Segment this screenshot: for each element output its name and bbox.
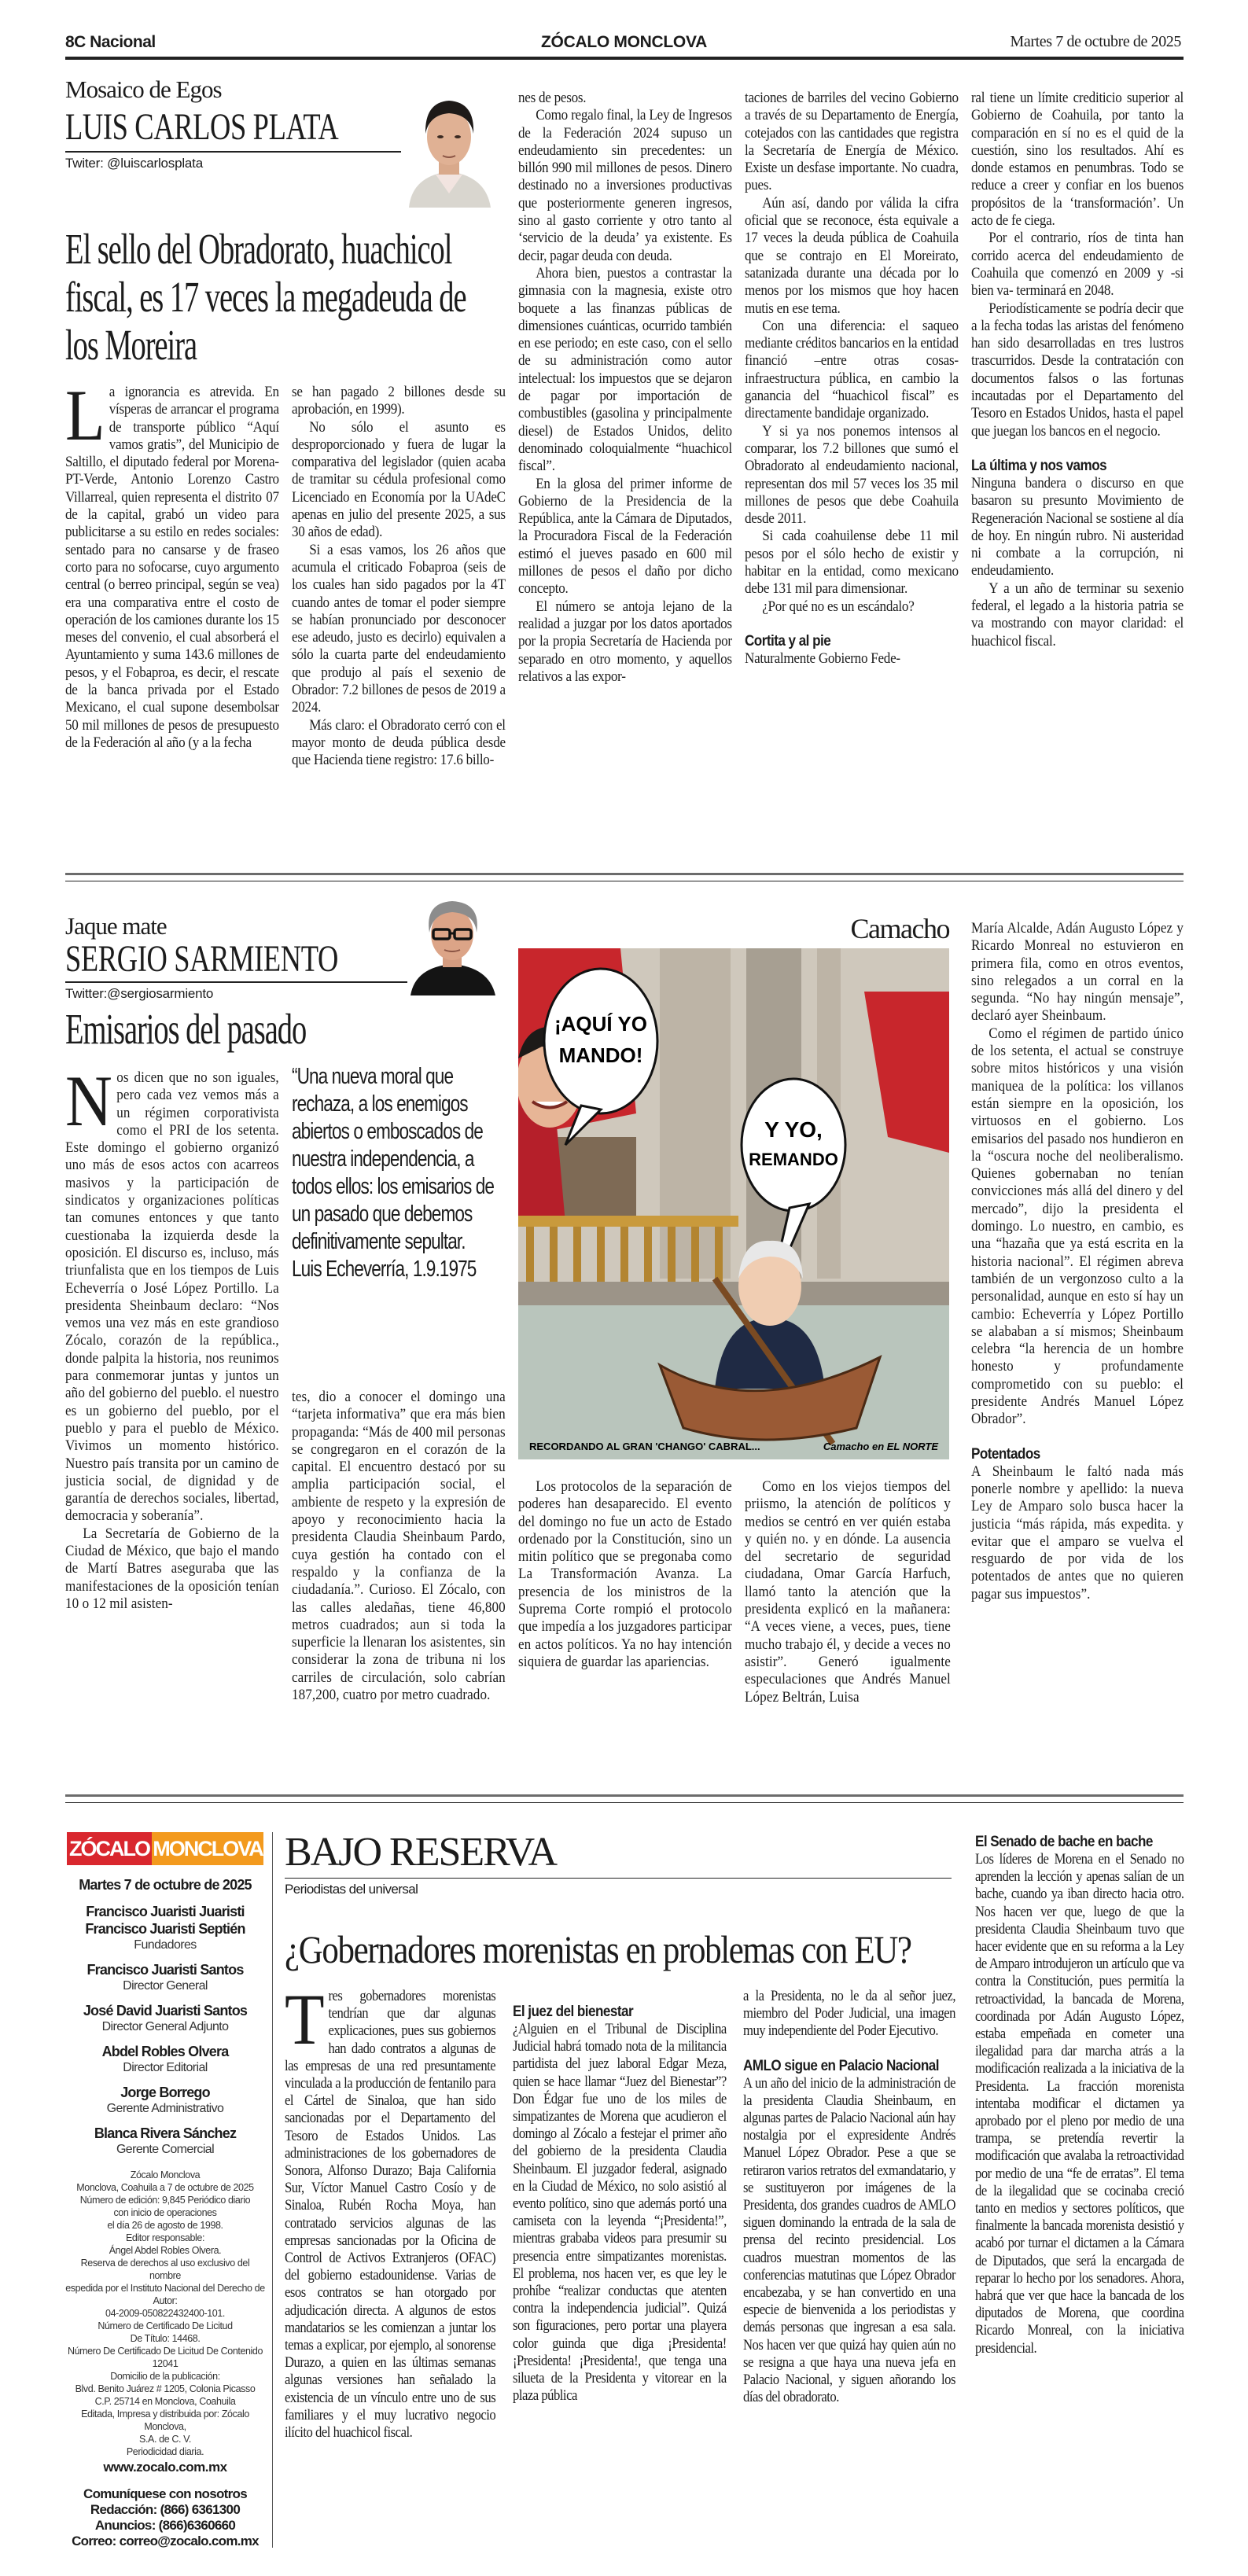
legal-info [65,2169,265,2458]
author-twitter: Twiter: @luiscarlosplata [65,156,203,171]
article-column-4 [745,1478,951,1706]
legal-line: 12041 [152,2358,179,2369]
logo-left: ZÓCALO [67,1832,152,1865]
article-column-5 [971,920,1184,1603]
paragraph: a la Presidenta, no le da al señor juez, miembro del Poder Judicial, una imagen muy independiente del Poder Ejecutivo. [743,1989,955,2040]
article-column-2 [513,2004,727,2405]
article-column-4 [975,1834,1184,2357]
paragraph: A Sheinbaum le faltó nada más ponerle nombre y apellido: la nueva Ley de Amparo solo busca hacer la justicia “más rápida, más expedita. y evitar que el amparo se vuelva el resguardo de por vida de los potentados de antes que no quieren pagar sus impuestos”. [971,1463,1184,1603]
paragraph: Con una diferencia: el saqueo mediante créditos bancarios en la entidad financió –entre otras cosas- infraestructura pública, en cambio la ganancia del “huachicol fiscal” es directamente bandidaje organizado. [745,317,959,422]
masthead-staff [65,1903,265,2158]
paragraph: se han pagado 2 billones desde su aprobación, en 1999). [292,384,506,418]
author-photo [407,895,497,995]
paragraph: Si cada coahuilense debe 11 mil pesos por el sólo hecho de existir y habitar en la entidad, como mexicano debe 131 mil para dimensionar. [745,528,959,598]
paragraph: Por el contrario, ríos de tinta han corrido acerca del endeudamiento de Coahuila que comenzó en 2009 y -si bien va- terminará en 2048. [971,230,1184,300]
subheading: AMLO sigue en Palacio Nacional [743,2057,939,2074]
article-column-3 [518,1478,732,1671]
website-link[interactable]: www.zocalo.com.mx [103,2460,227,2475]
paragraph: Ahora bien, puestos a contrastar la gimnasia con la magnesia, existe otro boquete a las finanzas públicas de dimensiones cuánticas, ocurrido también en ese periodo; en este caso, con el sello de su administración como autor intelectual: los impuestos que se dejaron de pagar por importación de combustibles (gasolina y principalmente diesel) de Estados Unidos, delito denominado coloquialmente “huachicol fiscal”. [518,264,732,475]
paragraph: Ninguna bandera o discurso en que basaron su presunto Movimiento de Regeneración Nacional se sostiene al día de hoy. En ningún rubro. Ni austeridad ni combate a la corrupción, ni endeudamiento. [971,474,1184,580]
legal-line: Número de Certificado De Licitud [98,2320,233,2331]
subheading: Cortita y al pie [745,632,831,650]
article-column-5 [971,90,1184,650]
staff-role: Fundadores [134,1938,197,1952]
speech-bubble-2 [742,1079,845,1211]
author-photo [401,88,497,208]
masthead [65,1876,265,2549]
paragraph: Como en los viejos tiempos del priismo, la atención de políticos y medios se centró en ver quién estaba y quién no. y en dónde. La ausencia del secretario de seguridad ciudadana, Omar García Harfuch, llamó tanto la atención que la presidenta explicó en la mañanera: “A veces viene, a veces, pues, tiene mucho trabajo él, y decide a veces no asistir”. Generó igualmente especulaciones que Andrés Manuel López Beltrán, Luisa [745,1478,951,1706]
paragraph: Tres gobernadores morenistas tendrían que dar algunas explicaciones, pues sus gobiernos han dado contratos a algunas de las empresas de una red presuntamente vinculada a la producción de fentanilo para el Cártel de Sinaloa, que han sido sancionadas por el Departamento del Tesoro de Estados Unidos. Las administraciones de los gobernadores de Sonora, Alfonso Durazo; Baja California Sur, Víctor Manuel Castro Cosío y de Sinaloa, Rubén Rocha Moya, han contratado servicios algunas de las empresas sancionadas por la Oficina de Control de Activos Extranjeros (OFAC) del gobierno estadounidense. Varias de esos contratos se han otorgado por adjudicación directa. A algunos de estos mandatarios se les comienzan a juntar los temas a explicar, por ejemplo, al sonorense Durazo, a quien en las últimas semanas algunas versiones han señalado la existencia de un vínculo entre uno de sus familiares y el muy lucrativo negocio ilícito del huachicol fiscal. [285,1979,496,2442]
legal-line: Editor responsable: [125,2232,205,2243]
article-headline: El sello del Obradorato, huachicol fiscal, es 17 veces la megadeuda de los Moreira [65,225,466,369]
paragraph: En la glosa del primer informe de Gobierno de la Presidencia de la República, ante la Cámara de Diputados, la Procuradora Fiscal de la Federación estimó el jueves pasado en 600 mil millones de pesos el daño por dicho concepto. [518,475,732,598]
article-headline: Emisarios del pasado [65,1005,307,1053]
legal-line: Domicilio de la publicación: [110,2371,220,2382]
legal-line: Zócalo Monclova [130,2169,201,2180]
paragraph: taciones de barriles del vecino Gobierno a través de su Departamento de Energía, cotejados con las cantidades que registra la Secretaría de Energía de México. Existe un desfase importante. No cuadra, pues. [745,90,959,194]
cartoon-balusters [526,1227,723,1282]
legal-line: Ángel Abdel Robles Olvera. [109,2245,222,2256]
staff-name: Francisco Juaristi Santos [87,1962,244,1978]
contact-heading: Comuníquese con nosotros [83,2486,247,2501]
paragraph: Si a esas vamos, los 26 años que acumula el criticado Fobaproa (seis de los cuales han sido pagados por la 4T cuando antes de tomar el poder siempre se habían pronunciado por desconocer ese adeudo, justo es decirlo) equivalen a sólo la cuarta parte del endeudamiento que produjo al país el sexenio de Obrador: 7.2 billones de pesos de 2019 a 2024. [292,541,506,716]
column-title: BAJO RESERVA [285,1830,557,1875]
contact-newsroom-phone: Redacción: (866) 6361300 [90,2502,241,2517]
staff-name: Abdel Robles Olvera [101,2044,229,2059]
legal-line: De Título: 14468. [130,2333,201,2344]
legal-line: Número de edición: 9,845 Periódico diario [79,2195,251,2206]
legal-line: S.A. de C. V. [139,2434,191,2445]
paragraph: Más claro: el Obradorato cerró con el mayor monto de deuda pública desde que Hacienda tiene registro: 17.6 billo- [292,716,506,769]
legal-line: espedida por el Instituto Nacional del Derecho de [65,2283,265,2294]
article-headline: ¿Gobernadores morenistas en problemas con EU? [285,1927,911,1971]
article-column-2 [292,1389,506,1704]
paragraph: Periodísticamente se podría decir que a la fecha todas las aristas del fenómeno han sido desarrolladas en tres lustros trascurridos. Desde la contratación con documentos falsos o las fortunas incautadas por el Departamento del Tesoro en Estados Unidos, hasta el papel que juegan los bancos en el negocio. [971,300,1184,440]
pull-quote-attribution: Luis Echeverría, 1.9.1975 [292,1257,477,1282]
pull-quote-text: “Una nueva moral que rechaza, a los enemigos abiertos o emboscados de nuestra independencia, a todos ellos: los emisarios de un pasado que debemos definitivamente sepultar. [292,1064,494,1254]
pull-quote [292,1063,498,1283]
speech-bubble-1 [544,969,657,1113]
paragraph: ral tiene un límite crediticio superior al Gobierno de Coahuila, por tanto la comparación en sí no es el quid de la cuestión, sino los resultados. Ahí es donde estamos en penumbras. Todo se reduce a creer y confiar en los buenos propósitos de la ‘transformación’. Un acto de fe ciega. [971,90,1184,230]
subheading: El juez del bienestar [513,2004,634,2020]
legal-line: 04-2009-050822432400-101. [105,2308,225,2319]
staff-role: Director General [123,1979,208,1993]
speech-bubble-2-line-2: REMANDO [749,1150,838,1169]
staff-name: Jorge Borrego [120,2085,210,2100]
author-name: LUIS CARLOS PLATA [65,106,339,148]
staff-name: Francisco Juaristi Septién [85,1921,245,1937]
editorial-cartoon [518,948,949,1459]
paragraph: La ignorancia es atrevida. En vísperas de arrancar el programa de transporte público “Aquí vamos gratis”, del Municipio de Saltillo, el diputado federal por Morena-PT-Verde, Antonio Lorenzo Castro Villarreal, quien representa el distrito 07 de la capital, grabó un video para publicitarse a su estilo en redes sociales: sentado para no cansarse y de fraseo corto para no sofocarse, cuyo argumento central (o berreo principal, según se vea) era una comparativa entre el costo de operación de los camiones durante los 15 meses del convenio, el cual absorberá el Ayuntamiento y suma 143.6 millones de pesos, y el Fobaproa, es decir, el rescate de la banca privada por el Estado Mexicano, el cual supone desembolsar 50 mil millones de pesos de presupuesto de la Federación al año (y a la fecha [65,375,279,751]
legal-line: C.P. 25714 en Monclova, Coahuila [94,2396,236,2407]
paragraph: Y si ya nos ponemos intensos al comparar, los 7.2 billones que sumó el Obradorato al endeudamiento nacional, representan dos mil 57 veces los 35 mil millones de pesos que debe Coahuila desde 2011. [745,422,959,528]
paragraph: María Alcalde, Adán Augusto López y Ricardo Monreal no estuvieron en primera fila, como en otros eventos, sino relegados a un corral en la segunda. “No hay ningún mensaje”, declaró ayer Sheinbaum. [971,920,1184,1025]
staff-role: Gerente Administrativo [106,2102,224,2115]
article-column-3 [518,90,732,686]
page-date: Martes 7 de octubre de 2025 [1010,33,1181,50]
author-name: SERGIO SARMIENTO [65,938,338,980]
legal-line: Monclova, Coahuila a 7 de octubre de 2025 [76,2182,254,2193]
paragraph: Aún así, dando por válida la cifra oficial que se reconoce, ésta equivale a 17 veces la deuda pública de Coahuila que se contrajo en El Moreirato, satanizada durante una década por lo menos por los mismos que hoy hacen mutis en ese tema. [745,194,959,317]
title-rule [285,1878,952,1879]
header-rule [65,57,1184,60]
author-twitter: Twitter:@sergiosarmiento [65,986,214,1001]
paragraph: Y a un año de terminar su sexenio federal, el legado a la historia patria se va mostrando con mayor claridad: el huachicol fiscal. [971,580,1184,650]
staff-name: Blanca Rivera Sánchez [94,2125,237,2141]
contact-ads-phone: Anuncios: (866)6360660 [94,2518,236,2533]
legal-line: Número De Certificado De Licitud De Contenido [67,2346,263,2357]
paragraph: La Secretaría de Gobierno de la Ciudad de México, que bajo el mando de Martí Batres aseguraba que las manifestaciones de la oposición tenían 10 o 12 mil asisten- [65,1525,279,1612]
paragraph: Como el régimen de partido único de los setenta, el actual se construye sobre mitos históricos y una visión maniquea de la política: los villanos están siempre en la oposición, los virtuosos en el gobierno. Los emisarios del pasado nos hundieron en la “oscura noche del neoliberalismo. Quienes gobernaban no tenían convicciones más allá del dinero y del mercado”, dijo la presidenta el domingo. Lo nuestro, en cambio, es una “hazaña que ya está escrita en la historia nacional”. El régimen abreva también de un vergonzoso culto a la personalidad, aunque en esto sí hay un cambio: Echeverría y López Portillo se alababan a sí mismos; Sheinbaum celebra “la herencia de un hombre honesto y profundamente comprometido con su pueblo: el presidente Andrés Manuel López Obrador”. [971,1025,1184,1428]
logo-right: MONCLOVA [152,1832,263,1865]
paragraph: No sólo el asunto es desproporcionado y fuera de lugar la comparativa del legislador (quien acaba de tramitar su cédula profesional como Licenciado en Economía por la UAdeC apenas en julio del presente 2025, a sus 30 años de edad). [292,418,506,541]
section-divider [65,1794,1184,1797]
column-name: Jaque mate [65,912,167,940]
newspaper-name: ZÓCALO MONCLOVA [541,33,707,51]
article-column-4 [745,90,959,668]
paragraph: tes, dio a conocer el domingo una “tarjeta informativa” que era más bien propaganda: “Más de 400 mil personas se congregaron en el corazón de la capital. El encuentro destacó por su amplia participación social, el ambiente de respeto y la expresión de apoyo y reconocimiento hacia la presidenta Claudia Sheinbaum Pardo, cuya gestión ha contado con el respaldo y la confianza de la ciudadanía.”. Curioso. El Zócalo, con las calles aledañas, tiene 46,800 metros cuadrados; aun si toda la superficie la llenaran los asistentes, sin considerar la zona de tribuna ni los carriles de circulación, solo cabrían 187,200, cuatro por metro cuadrado. [292,1389,506,1704]
staff-role: Gerente Comercial [116,2143,215,2156]
paragraph: Nos dicen que no son iguales, pero cada vez vemos más a un régimen corporativista como el PRI de los setenta. Este domingo el gobierno organizó uno más de esos actos con acarreos masivos y la participación de sindicatos y organizaciones políticas tan comunes entonces y que tanto cuestionaba la izquierda desde la oposición. El discurso es, incluso, más triunfalista que en los tiempos de Luis Echeverría o José López Portillo. La presidenta Sheinbaum declaro: “Nos vemos una vez más en este grandioso Zócalo, corazón de la república., donde palpita la historia, nos reunimos para conmemorar juntas y juntos un año del gobierno del pueblo. el nuestro es un gobierno del pueblo, por el pueblo y para el pueblo de México. Vivimos un momento histórico. Nuestro país transita por un camino de justicia social, de dignidad y de garantía de derechos sociales, libertad, democracia y soberanía”. [65,1061,279,1525]
speech-bubble-2-line-1: Y YO, [764,1117,823,1142]
section-divider [65,873,1184,875]
newspaper-logo [67,1832,263,1865]
legal-line: el día 26 de agosto de 1998. [107,2220,223,2231]
legal-line: con inicio de operaciones [113,2207,217,2218]
staff-name: José David Juaristi Santos [83,2003,248,2018]
legal-line: Reserva de derechos al uso exclusivo del nombre [80,2258,250,2281]
column-name: Mosaico de Egos [65,75,222,103]
paragraph: Los líderes de Morena en el Senado no aprenden la lección y apenas salían de un bache, cuando ya iban directo hacia otro. Nos hacen ver que, luego de que la presidenta Claudia Sheinbaum tuvo que hacer evidente que en su reforma a la Ley de Amparo introdujeron un artículo que va contra la Constitución, pues permitía la retroactividad, la bancada de Morena, coordinada por Adán Augusto López, estaba empeñada en cometer una ilegalidad para dar marcha atrás a la modificación realizada a la iniciativa de la Presidenta. La fracción morenista intentaba modificar el dictamen ya aprobado por el pleno por medio de una trampa, se pretendía revertir la modificación que avalaba la retroactividad por medio de una “fe de erratas”. El tema de la ilegalidad que se cocinaba creció tanto en medios y sectores políticos, que finalmente la bancada morenista desistió y acabó por turnar el dictamen a la Cámara de Diputados, que será la encargada de reparar lo hecho por los senadores. Ahora, habrá que ver que hace la bancada de los diputados de Morena, que coordina Ricardo Monreal, con la iniciativa presidencial. [975,1852,1184,2357]
paragraph: ¿Por qué no es un escándalo? [762,598,915,615]
column-byline: Periodistas del universal [285,1882,418,1897]
paragraph: Como regalo final, la Ley de Ingresos de la Federación 2024 supuso un endeudamiento sin precedentes: un billón 990 mil millones de pesos. Dinero destinado no a inversiones productivas que posteriormente generen ingresos, sino al gasto corriente y otro tanto al ‘servicio de la deuda’ ya existente. Es decir, pagar deuda con deuda. [518,107,732,264]
article-column-2 [292,384,506,770]
section-divider-thin [65,1802,1184,1803]
article-column-3 [743,1988,955,2406]
staff-role: Director Editorial [123,2061,208,2074]
paragraph: Naturalmente Gobierno Fede- [745,650,900,667]
speech-bubble-1-line-2: MANDO! [558,1043,643,1067]
speech-bubble-1-line-1: ¡AQUÍ YO [554,1012,647,1036]
cartoon-caption: RECORDANDO AL GRAN 'CHANGO' CABRAL... [529,1441,760,1452]
legal-line: Editada, Impresa y distribuida por: Zócalo Monclova, [81,2409,249,2432]
legal-line: Autor: [153,2295,178,2306]
masthead-divider [272,1832,273,2548]
subheading: El Senado de bache en bache [975,1834,1153,1850]
paragraph: El número se antoja lejano de la realidad a juzgar por los datos aportados por la propia Secretaría de Hacienda por separado en otro momento, y aquellos relativos a las expor- [518,598,732,685]
cartoon-balcony-rail [518,1216,738,1227]
subheading: La última y nos vamos [971,457,1107,474]
cartoon-signature: Camacho en EL NORTE [823,1441,938,1452]
legal-line: Blvd. Benito Juárez # 1205, Colonia Picasso [75,2383,256,2394]
legal-line: Periodicidad diaria. [126,2446,204,2457]
masthead-date: Martes 7 de octubre de 2025 [79,1877,252,1893]
article-column-1 [65,375,279,752]
subheading: Potentados [971,1445,1040,1463]
section-label: 8C Nacional [65,33,156,51]
article-column-1 [285,1979,496,2442]
staff-role: Director General Adjunto [101,2020,229,2033]
paragraph: Los protocolos de la separación de poderes han desaparecido. El evento del domingo no fue un acto de Estado ordenado por la Constitución, sino un mitin político que se pregonaba como La Transformación Avanza. La presencia de los ministros de la Suprema Corte rompió el protocolo que impedía a los juzgadores participar en actos políticos. Ya no hay intención siquiera de guardar las apariencias. [518,1478,732,1670]
paragraph: A un año del inicio de la administración de la presidenta Claudia Sheinbaum, en algunas partes de Palacio Nacional aún hay nostalgia por el expresidente Andrés Manuel López Obrador. Pese a que se retiraron varios retratos del exmandatario, y se sustituyeron por imágenes de la Presidenta, dos grandes cuadros de AMLO siguen dominando la entrada de la sala de prensa del recinto presidencial. Los cuadros muestran momentos de las conferencias matutinas que López Obrador encabezaba, y se han convertido en una especie de bienvenida a los periodistas y demás personas que ingresan a esa sala. Nos hacen ver que quizá hay quien aún no se resigna a que haya una nueva jefa en Palacio Nacional, y siguen añorando los días del obradorato. [743,2075,955,2406]
article-column-1 [65,1061,279,1613]
paragraph: nes de pesos. [518,90,587,106]
staff-name: Francisco Juaristi Juaristi [86,1904,245,1919]
contact-email[interactable]: Correo: correo@zocalo.com.mx [72,2534,259,2548]
paragraph: ¿Alguien en el Tribunal de Disciplina Judicial habrá tomado nota de la militancia partidista del juez laboral Edgar Meza, quien se hace llamar “Juez del Bienestar”? Don Édgar fue uno de los miles de simpatizantes de Morena que acudieron el domingo al Zócalo a festejar el primer año del gobierno de la presidenta Claudia Sheinbaum. El juzgador federal, asignado en la Ciudad de México, no solo asistió al evento político, sino que además portó una camiseta con la leyenda “¡Presidenta!”, mientras grababa videos para presumir su presencia entre simpatizantes morenistas. El problema, nos hacen ver, es que ley le prohíbe “realizar conductas que atenten contra la independencia judicial”. Quizá son figuraciones, pero portar una playera color guinda que diga ¡Presidenta! ¡Presidenta! ¡Presidenta!, que tenga una silueta de la Presidenta y vitorear en la plaza pública [513,2022,727,2405]
contact-info [65,2486,265,2549]
cartoon-credit: Camacho [850,913,949,944]
